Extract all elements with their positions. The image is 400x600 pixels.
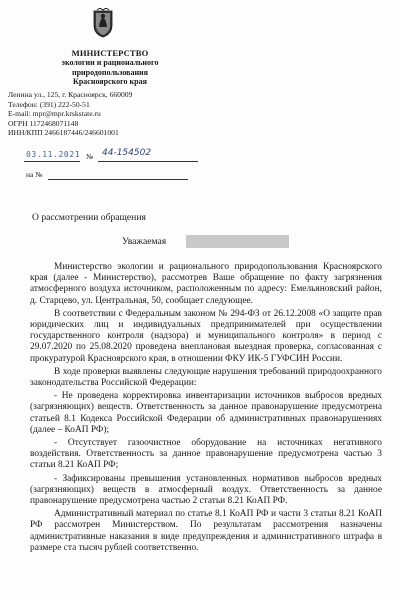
reply-to-label: на №	[26, 170, 43, 179]
registration-number: 44-154502	[102, 148, 152, 158]
registration-number-label: №	[86, 152, 94, 161]
redacted-name-block	[186, 235, 289, 248]
body-paragraph: Министерство экологии и рационального природопользования Красноярского края (далее - Министерство), рассмотрев Ваше обращение по факту загрязнения атмосферного воздуха источником, расположенным по адресу: Емельяновский район, д. Старцево, ул. Центральная, 50, сообщает следующее.	[30, 262, 382, 306]
org-line-4: Красноярского края	[73, 77, 147, 86]
body-paragraph: В соответствии с Федеральным законом № 294-ФЗ от 26.12.2008 «О защите прав юридических лиц и индивидуальных предпринимателей при осуществлении государственного контроля (надзора) и муниципального контроля» в период с 29.07.2020 по 25.08.2020 проведена внеплановая выездная проверка, согласованная с прокуратурой Красноярского края, в отношении ФКУ ИК-5 ГУФСИН России.	[30, 308, 382, 364]
inn-kpp-line: ИНН/КПП 2466187446/246601001	[8, 128, 119, 138]
violation-item: - Не проведена корректировка инвентаризации источников выбросов вредных (загрязняющих) веществ. Ответственность за данное правонарушение предусмотрена статьей 8.1 Кодекса Российской Федерации об административных правонарушениях (далее – КоАП РФ);	[30, 391, 382, 435]
ogrn-line: ОГРН 1172468071148	[8, 118, 79, 128]
address-line: Ленина ул., 125, г. Красноярск, 660009	[8, 90, 133, 99]
violation-item: - Отсутствует газоочистное оборудование на источниках негативного воздействия. Ответственность за данное правонарушение предусмотрена частью 3 статьи 8.21 КоАП РФ;	[30, 438, 382, 471]
date-underline	[24, 161, 80, 162]
letter-subject: О рассмотрении обращения	[32, 212, 146, 223]
org-line-2: экологии и рационального	[61, 58, 159, 67]
salutation: Уважаемая	[122, 236, 167, 247]
registration-line	[24, 150, 199, 164]
registration-date-stamp: 03.11.2021	[26, 150, 81, 159]
reply-to-line	[26, 170, 206, 182]
reply-to-underline	[48, 179, 188, 180]
letter-body	[30, 262, 382, 556]
number-underline	[98, 161, 198, 162]
phone-line: Телефон: (391) 222-50-51	[8, 99, 90, 109]
email-line: E-mail: mpr@mpr.krskstate.ru	[8, 109, 101, 119]
body-paragraph: Административный материал по статье 8.1 КоАП РФ и части 3 статьи 8.21 КоАП РФ рассмотрен Министерством. По результатам рассмотрения назначены административные наказания в виде предупреждения и административного штрафа в размере ста тысяч рублей соответственно.	[30, 509, 382, 553]
violation-item: - Зафиксированы превышения установленных нормативов выбросов вредных (загрязняющих) веществ в атмосферный воздух. Ответственность за данное правонарушение предусмотрена частью 2 статьи 8.21 КоАП РФ.	[30, 473, 382, 507]
krasnoyarsk-coat-of-arms-icon	[92, 8, 114, 38]
org-line-3: природопользования	[72, 67, 148, 77]
body-paragraph: В ходе проверки выявлены следующие нарушения требований природоохранного законодательства Российской Федерации:	[30, 366, 382, 389]
org-contacts	[8, 90, 208, 138]
org-line-1: МИНИСТЕРСТВО	[71, 48, 149, 58]
organization-name	[40, 48, 180, 87]
